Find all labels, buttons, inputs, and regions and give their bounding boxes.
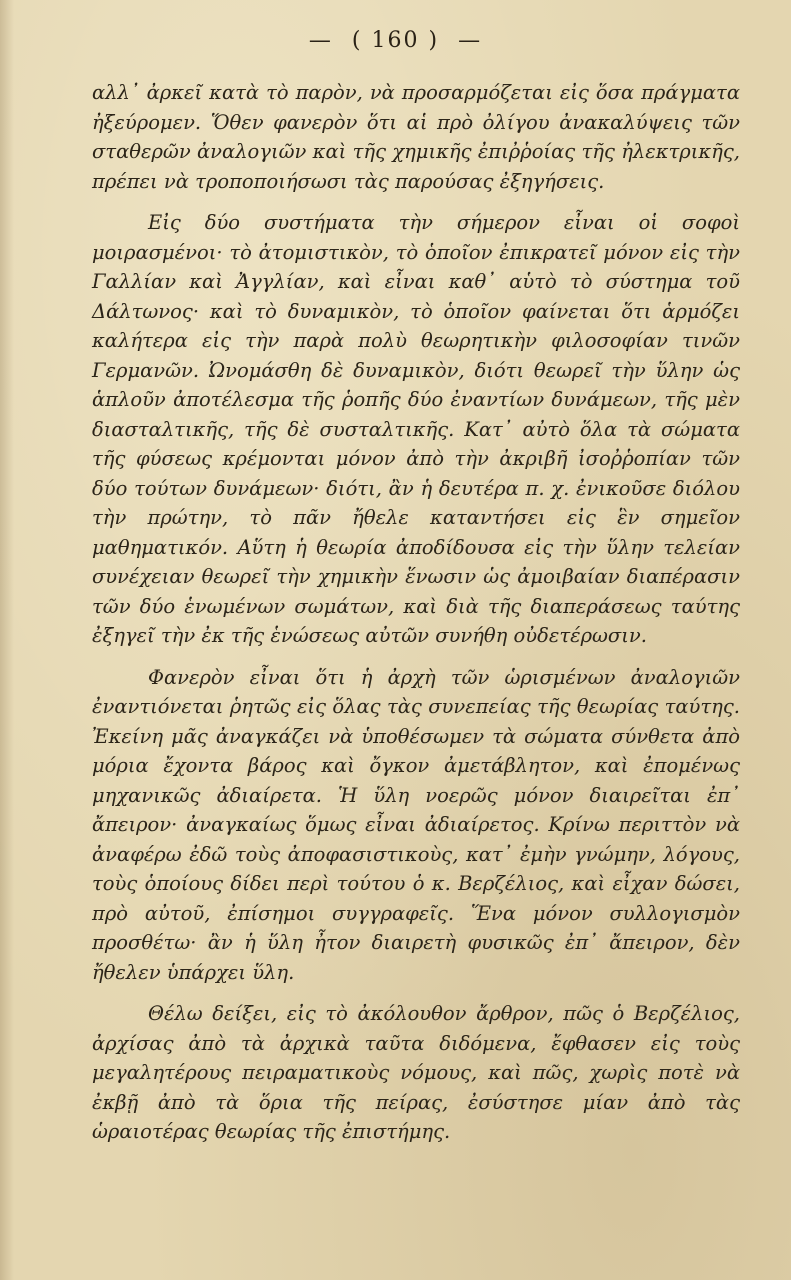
- page-header: [0, 28, 791, 53]
- page-number: ( 160 ): [351, 28, 440, 53]
- header-dash-right: —: [458, 28, 483, 53]
- paragraph-proportions: Φανερὸν εἶναι ὅτι ἡ ἀρχὴ τῶν ὡρισμένων ἀναλογιῶν ἐναντιόνεται ῥητῶς εἰς ὅλας τὰς συνεπείας τῆς θεωρίας ταύτης. Ἐκείνη μᾶς ἀναγκάζει νὰ ὑποθέσωμεν τὰ σώματα σύνθετα ἀπὸ μόρια ἔχοντα βάρος καὶ ὄγκον ἀμετάβλητον, καὶ ἐπομένως μηχανικῶς ἀδιαίρετα. Ἡ ὕλη νοερῶς μόνον διαιρεῖται ἐπ᾽ ἄπειρον· ἀναγκαίως ὅμως εἶναι ἀδιαίρετος. Κρίνω περιττὸν νὰ ἀναφέρω ἐδῶ τοὺς ἀποφασιστικοὺς, κατ᾽ ἐμὴν γνώμην, λόγους, τοὺς ὁποίους δίδει περὶ τούτου ὁ κ. Βερζέλιος, καὶ εἶχαν δώσει, πρὸ αὐτοῦ, ἐπίσημοι συγγραφεῖς. Ἕνα μόνον συλλογισμὸν προσθέτω· ἂν ἡ ὕλη ἦτον διαιρετὴ φυσικῶς ἐπ᾽ ἄπειρον, δὲν ἤθελεν ὑπάρχει ὕλη.: [92, 665, 740, 984]
- paragraph-berzelius: Θέλω δείξει, εἰς τὸ ἀκόλουθον ἄρθρον, πῶς ὁ Βερζέλιος, ἀρχίσας ἀπὸ τὰ ἀρχικὰ ταῦτα διδόμενα, ἔφθασεν εἰς τοὺς μεγαλητέρους πειραματικοὺς νόμους, καὶ πῶς, χωρὶς ποτὲ νὰ ἐκβῇ ἀπὸ τὰ ὅρια τῆς πείρας, ἐσύστησε μίαν ἀπὸ τὰς ὡραιοτέρας θεωρίας τῆς ἐπιστήμης.: [92, 1002, 740, 1143]
- paragraph-systems: Εἰς δύο συστήματα τὴν σήμερον εἶναι οἱ σοφοὶ μοιρασμένοι· τὸ ἀτομιστικὸν, τὸ ὁποῖον ἐπικρατεῖ μόνον εἰς τὴν Γαλλίαν καὶ Ἀγγλίαν, καὶ εἶναι καθ᾽ αὑτὸ τὸ σύστημα τοῦ Δάλτωνος· καὶ τὸ δυναμικὸν, τὸ ὁποῖον φαίνεται ὅτι ἁρμόζει καλήτερα εἰς τὴν παρὰ πολὺ θεωρητικὴν φιλοσοφίαν τινῶν Γερμανῶν. Ὠνομάσθη δὲ δυναμικὸν, διότι θεωρεῖ τὴν ὕλην ὡς ἁπλοῦν ἀποτέλεσμα τῆς ῥοπῆς δύο ἐναντίων δυνάμεων, τῆς μὲν διασταλτικῆς, τῆς δὲ συσταλτικῆς. Κατ᾽ αὐτὸ ὅλα τὰ σώματα τῆς φύσεως κρέμονται μόνον ἀπὸ τὴν ἀκριβῆ ἰσοῤῥοπίαν τῶν δύο τούτων δυνάμεων· διότι, ἂν ἡ δευτέρα π. χ. ἐνικοῦσε διόλου τὴν πρώτην, τὸ πᾶν ἤθελε καταντήσει εἰς ἓν σημεῖον μαθηματικόν. Αὕτη ἡ θεωρία ἀποδίδουσα εἰς τὴν ὕλην τελείαν συνέχειαν θεωρεῖ τὴν χημικὴν ἕνωσιν ὡς ἀμοιβαίαν διαπέρασιν τῶν δύο ἑνωμένων σωμάτων, καὶ διὰ τῆς διαπεράσεως ταύτης ἐξηγεῖ τὴν ἐκ τῆς ἑνώσεως αὐτῶν συνήθη οὐδετέρωσιν.: [92, 211, 740, 647]
- body-text: [92, 78, 740, 1159]
- header-dash-left: —: [308, 28, 333, 53]
- page-edge-shadow: [0, 0, 14, 1280]
- paragraph-continuation: αλλ᾽ ἀρκεῖ κατὰ τὸ παρὸν, νὰ προσαρμόζεται εἰς ὅσα πράγματα ἠξεύρομεν. Ὅθεν φανερὸν ὅτι αἱ πρὸ ὀλίγου ἀνακαλύψεις τῶν σταθερῶν ἀναλογιῶν καὶ τῆς χημικῆς ἐπιῤῥοίας τῆς ἠλεκτρικῆς, πρέπει νὰ τροποποιήσωσι τὰς παρούσας ἐξηγήσεις.: [92, 81, 740, 193]
